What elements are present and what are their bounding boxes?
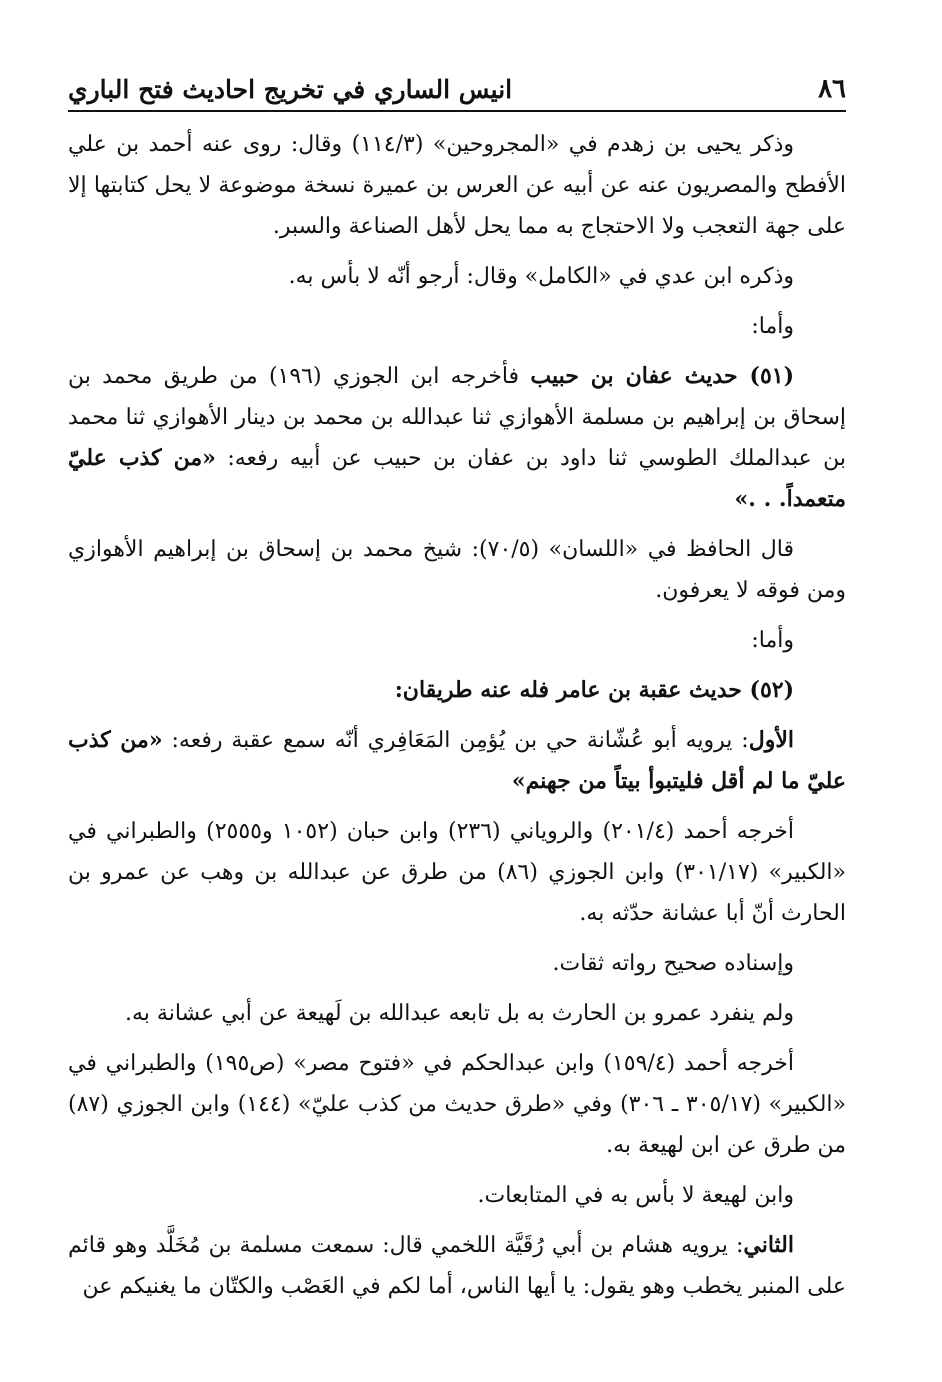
hadith-heading: (٥٢) حديث عقبة بن عامر فله عنه طريقان: bbox=[394, 677, 794, 703]
paragraph-text: أخرجه أحمد (٢٠١/٤) والروياني (٢٣٦) وابن حبان (١٠٥٢ و٢٥٥٥) والطبراني في «الكبير» (٣٠١/١٧) وابن الجوزي (٨٦) من طرق عن عبدالله بن وهب عن عمرو بن الحارث أنّ أبا عشانة حدّثه به. bbox=[68, 819, 846, 926]
book-title: انيس الساري في تخريج احاديث فتح الباري bbox=[68, 75, 513, 104]
running-header bbox=[68, 66, 846, 104]
header-rule bbox=[68, 110, 846, 112]
paragraph bbox=[68, 1175, 846, 1216]
paragraph bbox=[68, 620, 846, 661]
hadith-heading: (٥١) حديث عفان بن حبيب bbox=[530, 363, 795, 389]
paragraph-text: : يرويه أبو عُشّانة حي بن يُؤمِن المَعَافِري أنّه سمع عقبة رفعه: bbox=[162, 728, 749, 753]
paragraph-text: وذكره ابن عدي في «الكامل» وقال: أرجو أنّه لا بأس به. bbox=[288, 264, 794, 289]
paragraph-text: وإسناده صحيح رواته ثقات. bbox=[552, 951, 794, 976]
chain-label: الأول bbox=[748, 727, 794, 753]
paragraph bbox=[68, 1043, 846, 1166]
paragraph bbox=[68, 124, 846, 247]
hadith-heading-paragraph bbox=[68, 670, 846, 711]
chain-paragraph bbox=[68, 1225, 846, 1307]
paragraph-text: وابن لهيعة لا بأس به في المتابعات. bbox=[477, 1183, 794, 1208]
hadith-quote: «من كذب عليّ متعمداً. . .» bbox=[68, 445, 846, 512]
paragraph bbox=[68, 256, 846, 297]
chain-paragraph bbox=[68, 720, 846, 802]
paragraph-text: : يرويه هشام بن أبي رُقَيَّة اللخمي قال: سمعت مسلمة بن مُخَلَّد وهو قائم على المنبر يخطب وهو يقول: يا أيها الناس، أما لكم في العَصْب والكتّان ما يغنيكم عن bbox=[68, 1233, 846, 1299]
chain-label: الثاني bbox=[743, 1232, 794, 1258]
paragraph bbox=[68, 529, 846, 611]
paragraph bbox=[68, 943, 846, 984]
page-number: ٨٦ bbox=[818, 74, 846, 104]
paragraph bbox=[68, 811, 846, 934]
paragraph-text: وذكر يحيى بن زهدم في «المجروحين» (١١٤/٣) وقال: روى عنه أحمد بن علي الأفطح والمصريون عنه عن أبيه عن العرس بن عميرة نسخة موضوعة لا يحل كتابتها إلا على جهة التعجب ولا الاحتجاج به مما يحل لأهل الصناعة والسبر. bbox=[68, 132, 846, 239]
paragraph-text: أخرجه أحمد (١٥٩/٤) وابن عبدالحكم في «فتوح مصر» (ص١٩٥) والطبراني في «الكبير» (٣٠٥/١٧ ـ ٣٠٦) وفي «طرق حديث من كذب عليّ» (١٤٤) وابن الجوزي (٨٧) من طرق عن ابن لهيعة به. bbox=[68, 1051, 846, 1158]
hadith-quote: «من كذب عليّ ما لم أقل فليتبوأ بيتاً من جهنم» bbox=[68, 727, 846, 794]
paragraph-text: وأما: bbox=[751, 314, 794, 339]
paragraph-text: ولم ينفرد عمرو بن الحارث به بل تابعه عبدالله بن لَهيعة عن أبي عشانة به. bbox=[125, 1001, 794, 1026]
paragraph-text: قال الحافظ في «اللسان» (٧٠/٥): شيخ محمد بن إسحاق بن إبراهيم الأهوازي ومن فوقه لا يعرفون. bbox=[68, 537, 846, 603]
body-text bbox=[68, 124, 846, 1316]
paragraph bbox=[68, 993, 846, 1034]
paragraph-text: وأما: bbox=[751, 628, 794, 653]
paragraph bbox=[68, 306, 846, 347]
hadith-heading-paragraph bbox=[68, 356, 846, 520]
paragraph-text: فأخرجه ابن الجوزي (١٩٦) من طريق محمد بن إسحاق بن إبراهيم بن مسلمة الأهوازي ثنا عبدالله بن محمد بن دينار الأهوازي ثنا محمد بن عبدالملك الطوسي ثنا داود بن عفان بن حبيب عن أبيه رفعه: bbox=[68, 364, 846, 471]
